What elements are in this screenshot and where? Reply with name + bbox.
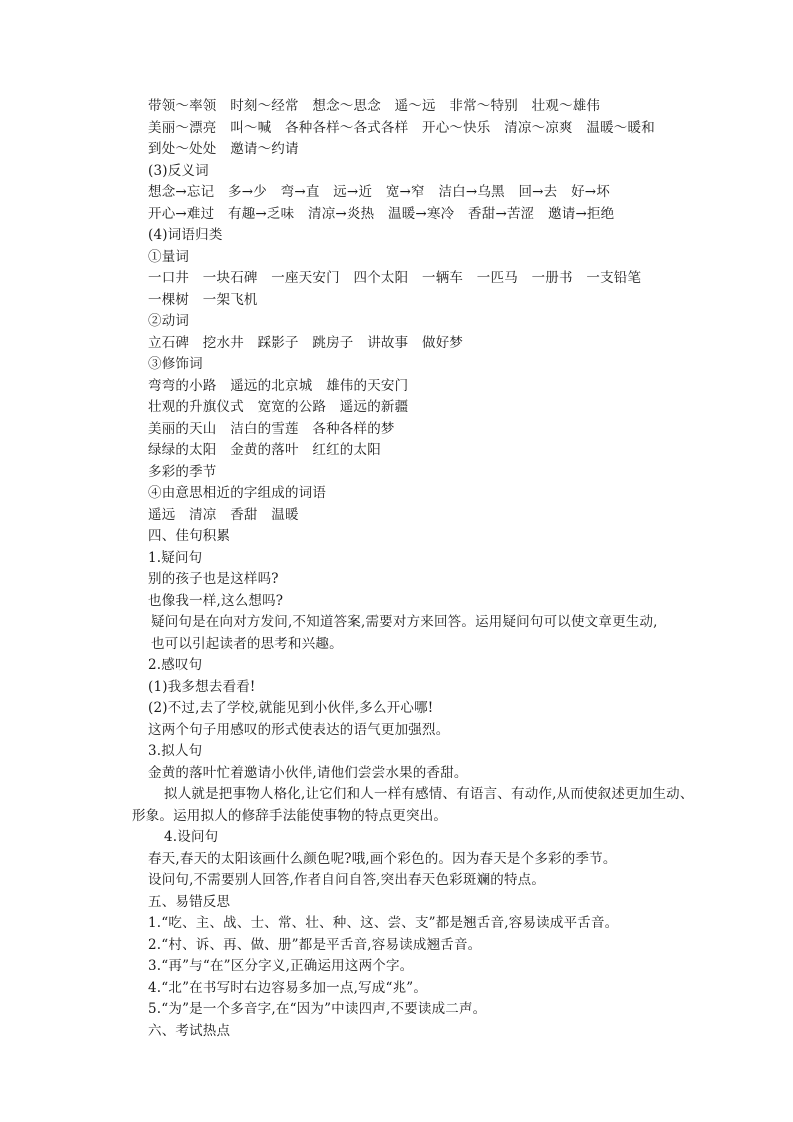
classify-heading: (4)词语归类	[148, 227, 223, 243]
measure-word-line-2: 一棵树 一架飞机	[148, 291, 258, 308]
similar-words-heading: ④由意思相近的字组成的词语	[148, 485, 327, 501]
error-item-3: 3.“再”与“在”区分字义,正确运用这两个字。	[148, 958, 414, 974]
measure-word-line-1: 一口井 一块石碑 一座天安门 四个太阳 一辆车 一匹马 一册书 一支铅笔	[148, 270, 642, 286]
question-note-1: 疑问句是在向对方发问,不知道答案,需要对方来回答。运用疑问句可以使文章更生动,	[151, 614, 658, 630]
error-item-1: 1.“吃、主、战、士、常、壮、种、这、尝、支”都是翘舌音,容易读成平舌音。	[148, 915, 619, 931]
exclamation-note: 这两个句子用感叹的形式使表达的语气更加强烈。	[148, 721, 450, 738]
exclamation-heading: 2.感叹句	[148, 657, 203, 673]
section-5-heading: 五、易错反思	[148, 893, 231, 910]
error-item-5: 5.“为”是一个多音字,在“因为”中读四声,不要读成二声。	[148, 1001, 487, 1017]
question-example-2: 也像我一样,这么想吗?	[148, 592, 284, 609]
question-example-1: 别的孩子也是这样吗?	[148, 571, 279, 587]
verb-line-1: 立石碑 挖水井 踩影子 跳房子 讲故事 做好梦	[148, 334, 464, 351]
modifier-line-2: 壮观的升旗仪式 宽宽的公路 遥远的新疆	[148, 399, 409, 415]
personification-heading: 3.拟人句	[148, 743, 203, 759]
exclamation-example-1: (1)我多想去看看!	[148, 678, 256, 695]
antonym-line-1: 想念→忘记 多→少 弯→直 远→近 宽→窄 洁白→乌黑 回→去 好→坏	[148, 184, 610, 200]
antonym-line-2: 开心→难过 有趣→乏味 清凉→炎热 温暖→寒冷 香甜→苦涩 邀请→拒绝	[148, 205, 615, 222]
synonym-line-1: 带领～率领 时刻～经常 想念～思念 遥～远 非常～特别 壮观～雄伟	[148, 98, 601, 114]
modifier-line-4: 绿绿的太阳 金黄的落叶 红红的太阳	[148, 442, 381, 458]
modifier-line-3: 美丽的天山 洁白的雪莲 各种各样的梦	[148, 420, 395, 437]
section-6-heading: 六、考试热点	[148, 1022, 231, 1039]
error-item-2: 2.“村、诉、再、做、册”都是平舌音,容易读成翘舌音。	[148, 936, 482, 953]
question-sentence-heading: 1.疑问句	[148, 549, 203, 566]
personification-note-1: 拟人就是把事物人格化,让它们和人一样有感情、有语言、有动作,从而使叙述更加生动、	[164, 786, 694, 802]
document-page	[132, 96, 694, 1042]
modifier-heading: ③修饰词	[148, 356, 203, 372]
modifier-line-1: 弯弯的小路 遥远的北京城 雄伟的天安门	[148, 377, 409, 394]
rhetorical-note: 设问句,不需要别人回答,作者自问自答,突出春天色彩斑斓的特点。	[148, 872, 546, 888]
rhetorical-heading: 4.设问句	[164, 829, 219, 845]
modifier-line-5: 多彩的季节	[148, 463, 217, 480]
error-item-4: 4.“北”在书写时右边容易多加一点,写成“兆”。	[148, 979, 428, 996]
synonym-line-2: 美丽～漂亮 叫～喊 各种各样～各式各样 开心～快乐 清凉～凉爽 温暖～暖和	[148, 119, 655, 136]
verb-heading: ②动词	[148, 313, 190, 329]
antonym-heading: (3)反义词	[148, 162, 209, 179]
rhetorical-example: 春天,春天的太阳该画什么颜色呢?哦,画个彩色的。因为春天是个多彩的季节。	[148, 850, 617, 867]
synonym-line-3: 到处～处处 邀请～约请	[148, 141, 299, 157]
measure-word-heading: ①量词	[148, 248, 190, 265]
similar-words-line-1: 遥远 清凉 香甜 温暖	[148, 506, 299, 523]
personification-example: 金黄的落叶忙着邀请小伙伴,请他们尝尝水果的香甜。	[148, 764, 468, 781]
exclamation-example-2: (2)不过,去了学校,就能见到小伙伴,多么开心哪!	[148, 700, 434, 716]
question-note-2: 也可以引起读者的思考和兴趣。	[151, 635, 343, 652]
section-4-heading: 四、佳句积累	[148, 528, 231, 544]
personification-note-2: 形象。运用拟人的修辞手法能使事物的特点更突出。	[132, 807, 448, 824]
